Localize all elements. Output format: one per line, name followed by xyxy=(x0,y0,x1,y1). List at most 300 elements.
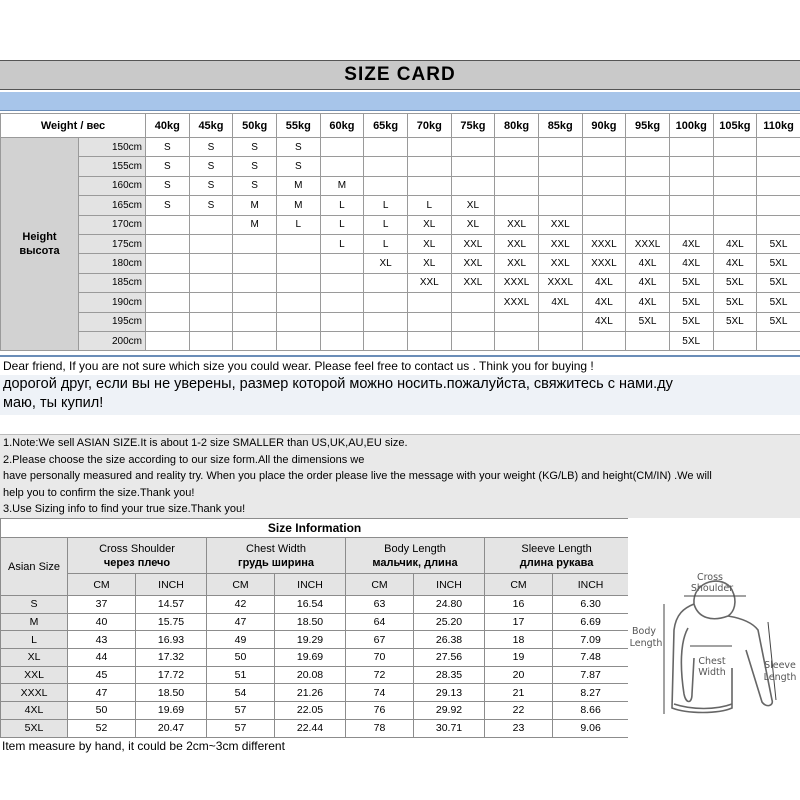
size-cell: S xyxy=(189,196,233,215)
measurement-value: 74 xyxy=(346,684,414,702)
measurement-value: 19.29 xyxy=(275,631,346,649)
size-cell xyxy=(626,138,670,157)
note-line: have personally measured and reality try. When you place the order please live the message with your weight (KG/LB) and height(CM/IN) .We will xyxy=(3,470,712,482)
size-cell: 5XL xyxy=(757,273,800,292)
size-grid-table xyxy=(0,113,800,351)
size-cell: M xyxy=(320,176,364,195)
size-cell xyxy=(233,234,277,253)
size-cell xyxy=(538,138,582,157)
sweater-diagram-icon xyxy=(628,518,800,738)
weight-label: Weight / вес xyxy=(1,114,146,138)
height-value: 185cm xyxy=(79,273,146,292)
weight-column-header: 70kg xyxy=(407,114,451,138)
size-cell: 5XL xyxy=(757,293,800,312)
header-en: Body Length xyxy=(384,542,446,555)
size-cell: 4XL xyxy=(582,273,626,292)
measurement-value: 17 xyxy=(485,613,553,631)
label-sleeve-length-2: Length xyxy=(763,672,797,683)
measurement-value: 21 xyxy=(485,684,553,702)
measurement-value: 28.35 xyxy=(414,666,485,684)
measurement-value: 20.47 xyxy=(136,719,207,737)
size-cell xyxy=(276,254,320,273)
measurement-value: 50 xyxy=(68,702,136,720)
size-grid-row xyxy=(1,196,800,215)
size-cell xyxy=(713,157,757,176)
size-grid-row xyxy=(1,293,800,312)
height-label xyxy=(1,138,79,351)
size-cell xyxy=(582,331,626,350)
height-value: 195cm xyxy=(79,312,146,331)
notice-english: Dear friend, If you are not sure which size you could wear. Please feel free to contact us . Think you for buying ! xyxy=(0,355,800,374)
cross-shoulder-header xyxy=(68,538,207,574)
unit-inch: INCH xyxy=(136,574,207,596)
measurement-value: 63 xyxy=(346,596,414,614)
size-cell xyxy=(233,312,277,331)
measurement-value: 25.20 xyxy=(414,613,485,631)
weight-column-header: 65kg xyxy=(364,114,408,138)
measurement-value: 57 xyxy=(207,719,275,737)
measurement-value: 15.75 xyxy=(136,613,207,631)
size-cell xyxy=(582,138,626,157)
size-cell: 4XL xyxy=(713,234,757,253)
size-cell xyxy=(669,176,713,195)
measurement-value: 23 xyxy=(485,719,553,737)
asian-size-header: Asian Size xyxy=(1,538,68,596)
unit-cm: CM xyxy=(207,574,275,596)
note-line: 3.Use Sizing info to find your true size.Thank you! xyxy=(3,503,246,515)
note-line: help you to confirm the size.Thank you! xyxy=(3,486,195,499)
measurement-value: 19 xyxy=(485,649,553,667)
size-cell: XXXL xyxy=(582,254,626,273)
size-cell: XXL xyxy=(538,234,582,253)
header-en: Sleeve Length xyxy=(521,542,592,555)
sleeve-length-header xyxy=(485,538,629,574)
weight-column-header: 75kg xyxy=(451,114,495,138)
size-cell xyxy=(713,331,757,350)
measurement-value: 30.71 xyxy=(414,719,485,737)
size-info-row xyxy=(1,684,629,702)
size-cell: 5XL xyxy=(626,312,670,331)
size-info-row xyxy=(1,596,629,614)
measurement-value: 70 xyxy=(346,649,414,667)
size-cell: S xyxy=(233,157,277,176)
size-cell xyxy=(451,312,495,331)
asian-size-value: XXL xyxy=(1,666,68,684)
measurement-value: 42 xyxy=(207,596,275,614)
size-cell xyxy=(757,157,800,176)
weight-column-header: 100kg xyxy=(669,114,713,138)
height-value: 200cm xyxy=(79,331,146,350)
size-cell: S xyxy=(146,138,190,157)
measurement-value: 18.50 xyxy=(275,613,346,631)
size-cell xyxy=(538,331,582,350)
size-cell: XL xyxy=(451,215,495,234)
size-cell: 5XL xyxy=(757,254,800,273)
weight-column-header: 45kg xyxy=(189,114,233,138)
size-cell xyxy=(451,331,495,350)
size-cell: S xyxy=(233,138,277,157)
size-cell: S xyxy=(276,157,320,176)
size-cell xyxy=(495,157,539,176)
size-cell xyxy=(320,138,364,157)
size-cell: 4XL xyxy=(669,234,713,253)
measurement-value: 17.72 xyxy=(136,666,207,684)
size-cell xyxy=(626,215,670,234)
size-cell: S xyxy=(276,138,320,157)
size-cell xyxy=(276,273,320,292)
height-label-en: Height xyxy=(22,231,57,244)
unit-inch: INCH xyxy=(553,574,629,596)
size-cell xyxy=(189,331,233,350)
header-ru: через плечо xyxy=(103,556,171,569)
size-cell: S xyxy=(146,176,190,195)
size-cell xyxy=(364,176,408,195)
size-cell xyxy=(757,331,800,350)
unit-cm: CM xyxy=(346,574,414,596)
size-cell: S xyxy=(189,138,233,157)
size-cell: XXL xyxy=(495,215,539,234)
size-cell xyxy=(538,176,582,195)
size-cell xyxy=(146,273,190,292)
size-cell xyxy=(407,138,451,157)
label-cross-shoulder-2: Shoulder xyxy=(690,583,734,594)
measurement-value: 19.69 xyxy=(136,702,207,720)
size-cell xyxy=(626,157,670,176)
size-cell xyxy=(276,312,320,331)
size-cell xyxy=(407,157,451,176)
label-chest-width-2: Width xyxy=(698,667,726,678)
size-cell: 5XL xyxy=(713,293,757,312)
size-cell xyxy=(233,273,277,292)
weight-column-header: 40kg xyxy=(146,114,190,138)
size-cell xyxy=(276,293,320,312)
size-cell: L xyxy=(364,196,408,215)
body-length-header xyxy=(346,538,485,574)
size-cell: L xyxy=(276,215,320,234)
size-notes xyxy=(0,434,800,518)
measurement-value: 29.92 xyxy=(414,702,485,720)
measurement-value: 17.32 xyxy=(136,649,207,667)
size-cell xyxy=(582,196,626,215)
size-cell xyxy=(364,157,408,176)
size-cell xyxy=(582,157,626,176)
size-cell: XXL xyxy=(495,234,539,253)
height-label-ru: высота xyxy=(19,245,60,258)
size-grid-row xyxy=(1,234,800,253)
size-cell: 5XL xyxy=(669,312,713,331)
size-cell xyxy=(146,215,190,234)
size-cell xyxy=(626,331,670,350)
measurement-value: 37 xyxy=(68,596,136,614)
size-cell: 4XL xyxy=(582,312,626,331)
size-cell: 5XL xyxy=(713,312,757,331)
size-cell xyxy=(713,138,757,157)
size-cell: 4XL xyxy=(582,293,626,312)
measurement-value: 64 xyxy=(346,613,414,631)
header-ru: грудь ширина xyxy=(238,556,314,569)
size-cell xyxy=(233,331,277,350)
blue-divider-bar xyxy=(0,92,800,111)
measurement-value: 78 xyxy=(346,719,414,737)
size-cell: XXL xyxy=(407,273,451,292)
measurement-value: 20.08 xyxy=(275,666,346,684)
size-cell xyxy=(626,196,670,215)
size-cell: L xyxy=(320,234,364,253)
height-value: 180cm xyxy=(79,254,146,273)
size-cell: 5XL xyxy=(669,293,713,312)
size-cell: 4XL xyxy=(713,254,757,273)
measurement-value: 47 xyxy=(207,613,275,631)
unit-cm: CM xyxy=(68,574,136,596)
unit-inch: INCH xyxy=(414,574,485,596)
measurement-value: 26.38 xyxy=(414,631,485,649)
size-cell: 5XL xyxy=(713,273,757,292)
measurement-value: 16.93 xyxy=(136,631,207,649)
size-cell xyxy=(582,176,626,195)
measurement-value: 16 xyxy=(485,596,553,614)
size-information-title: Size Information xyxy=(1,519,629,538)
size-cell: XL xyxy=(451,196,495,215)
size-grid-row xyxy=(1,215,800,234)
size-cell: M xyxy=(233,215,277,234)
weight-column-header: 80kg xyxy=(495,114,539,138)
size-cell xyxy=(713,196,757,215)
size-info-row xyxy=(1,649,629,667)
weight-header-row xyxy=(1,114,800,138)
measurement-value: 40 xyxy=(68,613,136,631)
measurement-value: 7.48 xyxy=(553,649,629,667)
header-ru: длина рукава xyxy=(519,556,594,569)
measurement-disclaimer: Item measure by hand, it could be 2cm~3cm different xyxy=(2,739,285,753)
size-cell: S xyxy=(233,176,277,195)
size-grid-row xyxy=(1,176,800,195)
size-cell: XXL xyxy=(538,254,582,273)
size-cell: M xyxy=(276,176,320,195)
size-cell xyxy=(276,234,320,253)
size-cell xyxy=(582,215,626,234)
size-information-table xyxy=(0,518,629,738)
size-info-row xyxy=(1,666,629,684)
height-value: 160cm xyxy=(79,176,146,195)
measurement-value: 19.69 xyxy=(275,649,346,667)
size-cell xyxy=(189,234,233,253)
measurement-value: 47 xyxy=(68,684,136,702)
size-cell xyxy=(451,293,495,312)
asian-size-value: L xyxy=(1,631,68,649)
unit-inch: INCH xyxy=(275,574,346,596)
size-cell: 4XL xyxy=(538,293,582,312)
measurement-value: 7.09 xyxy=(553,631,629,649)
size-cell xyxy=(538,312,582,331)
asian-size-value: S xyxy=(1,596,68,614)
size-cell xyxy=(538,157,582,176)
measurement-value: 44 xyxy=(68,649,136,667)
notice-russian-line-1: дорогой друг, если вы не уверены, размер которой можно носить.пожалуйста, свяжитесь с нами.ду xyxy=(3,376,673,392)
size-cell: XXL xyxy=(451,273,495,292)
size-cell: M xyxy=(276,196,320,215)
size-grid-row xyxy=(1,312,800,331)
measurement-value: 76 xyxy=(346,702,414,720)
size-cell xyxy=(276,331,320,350)
size-grid-row xyxy=(1,254,800,273)
size-cell: XXXL xyxy=(538,273,582,292)
size-info-row xyxy=(1,702,629,720)
weight-column-header: 105kg xyxy=(713,114,757,138)
size-cell: L xyxy=(364,215,408,234)
size-info-row xyxy=(1,613,629,631)
label-body-length-1: Body xyxy=(632,626,656,637)
height-value: 170cm xyxy=(79,215,146,234)
size-cell: XL xyxy=(407,234,451,253)
size-cell xyxy=(451,157,495,176)
measurement-value: 57 xyxy=(207,702,275,720)
size-cell xyxy=(320,331,364,350)
size-cell: 5XL xyxy=(757,234,800,253)
measurement-value: 8.27 xyxy=(553,684,629,702)
size-cell xyxy=(713,176,757,195)
size-cell xyxy=(757,196,800,215)
measurement-value: 72 xyxy=(346,666,414,684)
size-cell xyxy=(189,293,233,312)
size-cell xyxy=(538,196,582,215)
size-cell xyxy=(669,138,713,157)
size-cell xyxy=(364,331,408,350)
size-cell xyxy=(364,138,408,157)
garment-measurement-diagram xyxy=(628,518,800,738)
size-cell xyxy=(713,215,757,234)
measurement-value: 22.05 xyxy=(275,702,346,720)
size-cell: L xyxy=(407,196,451,215)
size-cell xyxy=(495,312,539,331)
measurement-value: 22 xyxy=(485,702,553,720)
measurement-value: 21.26 xyxy=(275,684,346,702)
size-cell: XXXL xyxy=(495,273,539,292)
size-card-title: SIZE CARD xyxy=(0,60,800,90)
size-cell: 5XL xyxy=(669,331,713,350)
label-body-length-2: Length xyxy=(629,638,663,649)
notice-russian-line-2: маю, ты купил! xyxy=(3,395,104,411)
size-cell xyxy=(757,176,800,195)
height-value: 175cm xyxy=(79,234,146,253)
measurement-value: 7.87 xyxy=(553,666,629,684)
size-cell xyxy=(407,331,451,350)
asian-size-value: 4XL xyxy=(1,702,68,720)
height-value: 165cm xyxy=(79,196,146,215)
size-cell xyxy=(451,138,495,157)
size-cell: 4XL xyxy=(669,254,713,273)
size-cell xyxy=(669,157,713,176)
measurement-value: 20 xyxy=(485,666,553,684)
size-cell xyxy=(757,215,800,234)
size-cell: XXL xyxy=(451,234,495,253)
size-cell: 4XL xyxy=(626,293,670,312)
size-cell xyxy=(364,273,408,292)
asian-size-value: XXXL xyxy=(1,684,68,702)
size-cell: S xyxy=(146,157,190,176)
size-cell xyxy=(189,312,233,331)
size-cell xyxy=(233,254,277,273)
measurement-value: 18 xyxy=(485,631,553,649)
height-value: 150cm xyxy=(79,138,146,157)
size-cell xyxy=(451,176,495,195)
measurement-value: 52 xyxy=(68,719,136,737)
asian-size-value: XL xyxy=(1,649,68,667)
size-cell: M xyxy=(233,196,277,215)
size-cell xyxy=(233,293,277,312)
measurement-value: 14.57 xyxy=(136,596,207,614)
height-value: 190cm xyxy=(79,293,146,312)
weight-column-header: 50kg xyxy=(233,114,277,138)
size-cell xyxy=(757,138,800,157)
size-info-row xyxy=(1,631,629,649)
size-cell: XL xyxy=(407,254,451,273)
size-cell: L xyxy=(320,215,364,234)
size-grid-row xyxy=(1,273,800,292)
size-cell xyxy=(495,138,539,157)
size-cell xyxy=(407,176,451,195)
size-cell xyxy=(320,254,364,273)
size-grid-row xyxy=(1,157,800,176)
note-line: 1.Note:We sell ASIAN SIZE.It is about 1-2 size SMALLER than US,UK,AU,EU size. xyxy=(3,437,408,449)
chest-width-header xyxy=(207,538,346,574)
size-cell: XL xyxy=(407,215,451,234)
size-cell: XXXL xyxy=(582,234,626,253)
measurement-value: 24.80 xyxy=(414,596,485,614)
size-cell: XXL xyxy=(495,254,539,273)
measurement-value: 9.06 xyxy=(553,719,629,737)
size-cell: XL xyxy=(364,254,408,273)
notice-russian xyxy=(0,375,800,415)
measurement-value: 54 xyxy=(207,684,275,702)
asian-size-value: M xyxy=(1,613,68,631)
measurement-value: 43 xyxy=(68,631,136,649)
size-info-row xyxy=(1,719,629,737)
asian-size-value: 5XL xyxy=(1,719,68,737)
measurement-value: 6.69 xyxy=(553,613,629,631)
label-cross-shoulder-1: Cross xyxy=(696,572,724,583)
measurement-value: 49 xyxy=(207,631,275,649)
size-cell xyxy=(146,234,190,253)
size-cell xyxy=(407,312,451,331)
measurement-value: 29.13 xyxy=(414,684,485,702)
measurement-value: 6.30 xyxy=(553,596,629,614)
size-cell: XXL xyxy=(451,254,495,273)
size-cell: S xyxy=(146,196,190,215)
size-cell xyxy=(146,254,190,273)
size-grid-row xyxy=(1,331,800,350)
size-cell xyxy=(669,215,713,234)
weight-column-header: 55kg xyxy=(276,114,320,138)
size-cell xyxy=(495,176,539,195)
size-cell xyxy=(626,176,670,195)
measurement-value: 22.44 xyxy=(275,719,346,737)
size-cell: L xyxy=(364,234,408,253)
weight-column-header: 60kg xyxy=(320,114,364,138)
size-cell xyxy=(320,273,364,292)
size-cell xyxy=(189,254,233,273)
measurement-value: 27.56 xyxy=(414,649,485,667)
note-line: 2.Please choose the size according to our size form.All the dimensions we xyxy=(3,453,365,466)
size-cell: 5XL xyxy=(669,273,713,292)
size-cell xyxy=(495,196,539,215)
measurement-value: 50 xyxy=(207,649,275,667)
measurement-value: 51 xyxy=(207,666,275,684)
size-cell: S xyxy=(189,176,233,195)
size-cell xyxy=(189,215,233,234)
size-grid-row xyxy=(1,138,800,157)
measurement-value: 67 xyxy=(346,631,414,649)
size-cell xyxy=(669,196,713,215)
